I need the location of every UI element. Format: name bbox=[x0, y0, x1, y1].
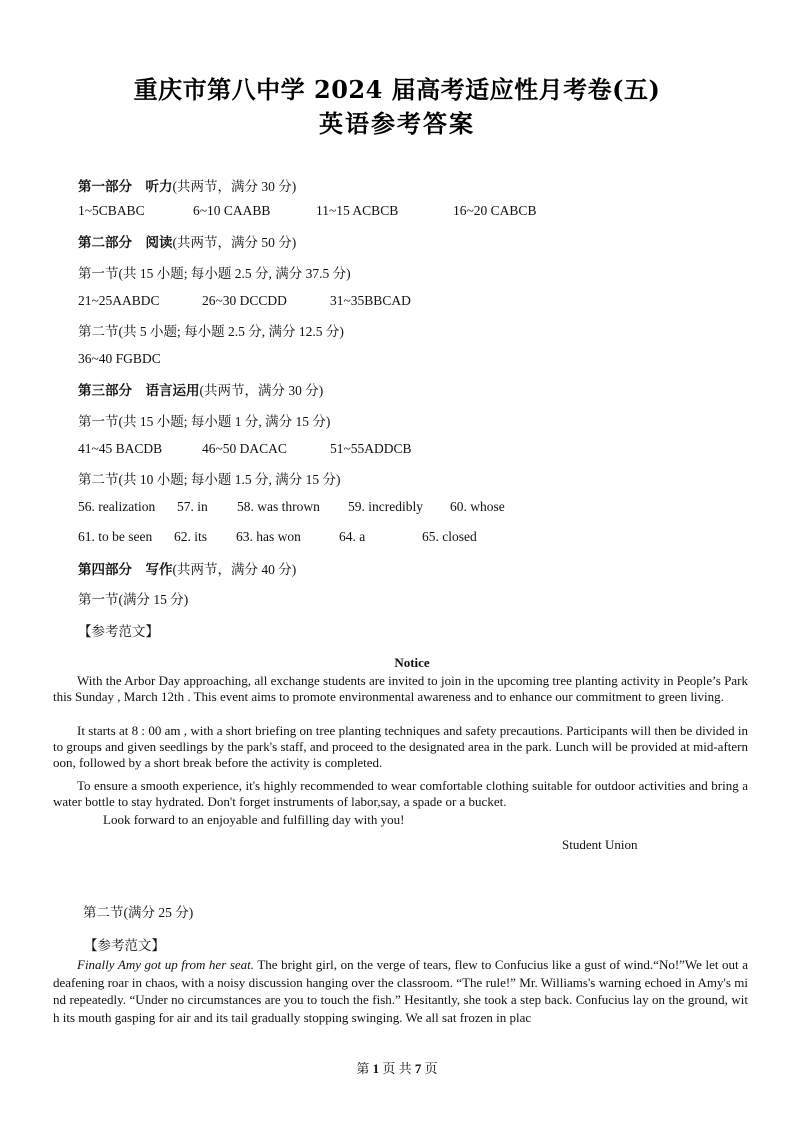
part4-section2-label: 第二节(满分 25 分) bbox=[83, 905, 194, 920]
sample-essay-label: 【参考范文】 bbox=[84, 938, 165, 953]
part4-note: (共两节，满分 40 分) bbox=[172, 562, 297, 577]
part2-title: 第二部分 阅读 bbox=[78, 235, 173, 250]
story-paragraph bbox=[53, 956, 748, 1026]
answer-item: 58. was thrown bbox=[237, 499, 320, 514]
document-title: 重庆市第八中学 2024 届高考适应性月考卷(五) bbox=[133, 75, 661, 104]
page-number: 1 bbox=[372, 1061, 380, 1076]
story-opening-sentence: Finally Amy got up from her seat. bbox=[77, 957, 255, 972]
answer-group: 21~25AABDC bbox=[78, 293, 160, 308]
answer-item: 56. realization bbox=[78, 499, 156, 514]
answer-group: 46~50 DACAC bbox=[202, 441, 287, 456]
story-body: The bright girl, on the verge of tears, flew to Confucius like a gust of wind.“No!”We let out a deafening roar in chaos, with a noisy discussion hanging over the classroom. “The rule!” Mr. Williams's warning echoed in Amy's mind repeatedly. “Under no circumstances are you to touch the fish.” Hesitantly, she took a step back. Confucius lay on the ground, with its mouth gasping for air and its tail gradually stopping swinging. We all sat frozen in plac bbox=[53, 957, 749, 1025]
answer-item: 65. closed bbox=[422, 529, 477, 544]
notice-title: Notice bbox=[394, 655, 430, 670]
answer-item: 60. whose bbox=[450, 499, 505, 514]
answer-group: 1~5CBABC bbox=[78, 203, 145, 218]
answer-group: 36~40 FGBDC bbox=[78, 351, 161, 366]
answer-item: 62. its bbox=[174, 529, 208, 544]
part3-section2-label: 第二节(共 10 小题; 每小题 1.5 分, 满分 15 分) bbox=[78, 472, 341, 487]
part2-heading bbox=[78, 231, 296, 251]
part1-note: (共两节，满分 30 分) bbox=[172, 179, 297, 194]
part2-section1-answers bbox=[0, 293, 794, 311]
answer-group: 16~20 CABCB bbox=[453, 203, 537, 218]
answer-item: 63. has won bbox=[236, 529, 301, 544]
answer-group: 11~15 ACBCB bbox=[316, 203, 399, 218]
part4-heading bbox=[78, 558, 296, 578]
part3-section1-answers bbox=[0, 441, 794, 459]
answer-group: 6~10 CAABB bbox=[193, 203, 271, 218]
notice-paragraph: To ensure a smooth experience, it's highly recommended to wear comfortable clothing suitable for outdoor activities and bring a water bottle to stay hydrated. Don't forget instruments of labor,say, a spade or a bucket. bbox=[53, 778, 748, 809]
notice-paragraph: Look forward to an enjoyable and fulfilling day with you! bbox=[103, 812, 405, 827]
part1-answers bbox=[0, 203, 794, 221]
part2-section1-label: 第一节(共 15 小题; 每小题 2.5 分, 满分 37.5 分) bbox=[78, 266, 351, 281]
page-footer: 第 1 页 共 7 页 bbox=[356, 1061, 438, 1076]
part1-heading bbox=[78, 175, 296, 195]
part3-heading bbox=[78, 379, 323, 399]
answer-item: 64. a bbox=[339, 529, 366, 544]
answer-group: 26~30 DCCDD bbox=[202, 293, 287, 308]
answer-group: 41~45 BACDB bbox=[78, 441, 163, 456]
part3-note: (共两节，满分 30 分) bbox=[199, 383, 324, 398]
part4-title: 第四部分 写作 bbox=[78, 562, 173, 577]
answer-item: 61. to be seen bbox=[78, 529, 153, 544]
part1-title: 第一部分 听力 bbox=[78, 179, 173, 194]
notice-signature: Student Union bbox=[562, 837, 638, 852]
part3-title: 第三部分 语言运用 bbox=[78, 383, 200, 398]
page-total: 7 bbox=[414, 1061, 422, 1076]
sample-essay-label: 【参考范文】 bbox=[78, 624, 159, 639]
part3-section2-row2 bbox=[0, 529, 794, 547]
part3-section1-label: 第一节(共 15 小题; 每小题 1 分, 满分 15 分) bbox=[78, 414, 331, 429]
part4-section1-label: 第一节(满分 15 分) bbox=[78, 592, 189, 607]
document-subtitle: 英语参考答案 bbox=[319, 109, 475, 138]
answer-group: 31~35BBCAD bbox=[330, 293, 411, 308]
answer-item: 59. incredibly bbox=[348, 499, 423, 514]
part2-note: (共两节，满分 50 分) bbox=[172, 235, 297, 250]
notice-paragraph: It starts at 8 : 00 am , with a short briefing on tree planting techniques and safety precautions. Participants will then be divided into groups and given seedlings by the park's staff, and proceed to the designated area in the park. Lunch will be provided at mid-afternoon, followed by a short break before the activity is completed. bbox=[53, 723, 748, 770]
answer-group: 51~55ADDCB bbox=[330, 441, 412, 456]
part3-section2-row1 bbox=[0, 499, 794, 517]
part2-section2-label: 第二节(共 5 小题; 每小题 2.5 分, 满分 12.5 分) bbox=[78, 324, 344, 339]
notice-paragraph: With the Arbor Day approaching, all exchange students are invited to join in the upcoming tree planting activity in People’s Park this Sunday , March 12th . This event aims to promote environmental awareness and to enhance our commitment to green living. bbox=[53, 673, 748, 704]
answer-item: 57. in bbox=[177, 499, 208, 514]
